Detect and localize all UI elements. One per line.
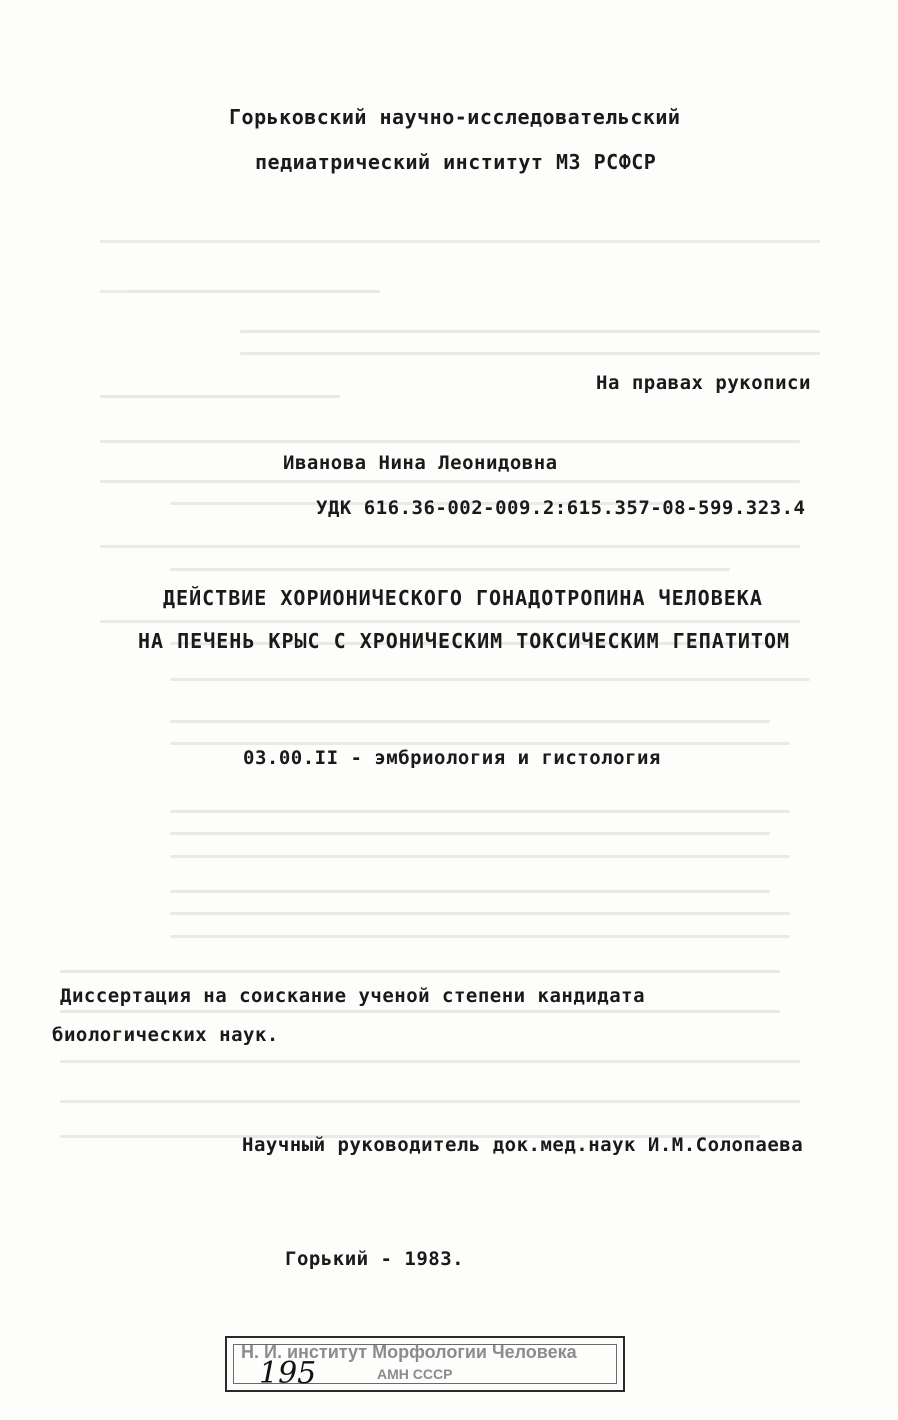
stamp-institution: Н. И. институт Морфологии Человека	[241, 1342, 577, 1362]
stamp-academy: АМН СССР	[377, 1366, 453, 1382]
scientific-supervisor: Научный руководитель док.мед.наук И.М.Солопаева	[242, 1134, 804, 1156]
stamp-handwritten-number: 195	[259, 1356, 317, 1391]
dissertation-line-1: Диссертация на соискание ученой степени кандидата	[60, 985, 646, 1007]
author-name: Иванова Нина Леонидовна	[283, 452, 558, 474]
dissertation-line-2: биологических наук.	[52, 1024, 279, 1046]
bleed-through-texture	[60, 190, 840, 1170]
city-year: Горький - 1983.	[285, 1248, 465, 1270]
institution-line-1: Горьковский научно-исследовательский	[229, 105, 681, 129]
udc-code: УДК 616.36-002-009.2:615.357-08-599.323.4	[316, 497, 806, 519]
thesis-title-line-1: ДЕЙСТВИЕ ХОРИОНИЧЕСКОГО ГОНАДОТРОПИНА ЧЕЛОВЕКА	[163, 586, 763, 610]
thesis-title-line-2: НА ПЕЧЕНЬ КРЫС С ХРОНИЧЕСКИМ ТОКСИЧЕСКИМ ГЕПАТИТОМ	[138, 629, 791, 653]
institution-line-2: педиатрический институт МЗ РСФСР	[255, 150, 657, 174]
library-stamp	[225, 1336, 625, 1392]
rights-note: На правах рукописи	[596, 372, 811, 394]
specialty-code: 03.00.II - эмбриология и гистология	[243, 747, 661, 769]
